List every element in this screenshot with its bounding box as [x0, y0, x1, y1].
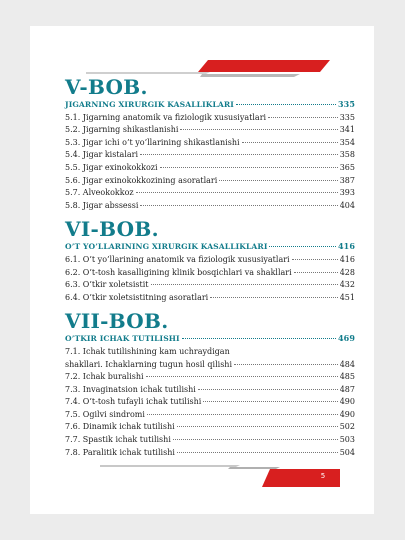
chapter-vii — [65, 310, 355, 459]
toc-entry[interactable]: 6.2. O’t-tosh kasalligining klinik bosqichlari va shakllari 428 — [65, 267, 355, 277]
chapter-heading[interactable]: JIGARNING XIRURGIK KASALLIKLARI 335 — [65, 99, 355, 109]
toc-entry[interactable]: 6.3. O’tkir xoletsistit 432 — [65, 280, 355, 290]
toc-entry[interactable]: 7.6. Dinamik ichak tutilishi 502 — [65, 422, 355, 432]
chapter-title: V-BOB. — [65, 75, 148, 99]
book-page — [30, 26, 374, 514]
chapter-vi — [65, 218, 355, 304]
toc-entry[interactable]: 7.2. Ichak buralishi 485 — [65, 372, 355, 382]
toc-entry[interactable]: shakllari. Ichaklarning tugun hosil qilishi 484 — [65, 359, 355, 369]
toc-entry[interactable]: 7.3. Invaginatsion ichak tutilishi 487 — [65, 384, 355, 394]
chapter-title: VII-BOB. — [65, 309, 169, 334]
chapter-heading[interactable]: O’T YO’LLARINING XIRURGIK KASALLIKLARI 416 — [65, 241, 355, 252]
toc-entry[interactable]: 5.5. Jigar exinokokkozi 365 — [65, 162, 355, 172]
chapter-title: VI-BOB. — [65, 217, 159, 242]
toc-entry[interactable]: 7.5. Ogilvi sindromi 490 — [65, 409, 355, 419]
table-of-contents — [65, 76, 355, 465]
toc-entry[interactable]: 5.8. Jigar abssessi 404 — [65, 200, 355, 210]
toc-entry[interactable]: 7.7. Spastik ichak tutilishi 503 — [65, 435, 355, 445]
toc-entry[interactable]: 5.3. Jigar ichi o’t yo’llarining shikastlanishi 354 — [65, 137, 355, 147]
toc-entry[interactable]: 5.7. Alveokokkoz 393 — [65, 188, 355, 198]
toc-entry[interactable]: 5.6. Jigar exinokokkozining asoratlari 387 — [65, 175, 355, 185]
toc-entry[interactable]: 6.1. O’t yo’llarining anatomik va fiziologik xususiyatlari 416 — [65, 254, 355, 264]
toc-entry[interactable]: 5.4. Jigar kistalari 358 — [65, 150, 355, 160]
toc-entry[interactable]: 7.4. O’t-tosh tufayli ichak tutilishi 490 — [65, 397, 355, 407]
toc-entry[interactable]: 7.1. Ichak tutilishining kam uchraydigan — [65, 346, 230, 356]
toc-entry[interactable]: 5.2. Jigarning shikastlanishi 341 — [65, 125, 355, 135]
chapter-heading[interactable]: O’TKIR ICHAK TUTILISHI 469 — [65, 333, 355, 344]
bottom-decoration — [30, 456, 374, 514]
toc-entry[interactable]: 7.8. Paralitik ichak tutilishi 504 — [65, 447, 355, 457]
chapter-v — [65, 76, 355, 212]
toc-entry[interactable]: 6.4. O’tkir xoletsistitning asoratlari 451 — [65, 292, 355, 302]
toc-entry[interactable]: 5.1. Jigarning anatomik va fiziologik xususiyatlari 335 — [65, 112, 355, 122]
page-number: 5 — [320, 472, 326, 480]
